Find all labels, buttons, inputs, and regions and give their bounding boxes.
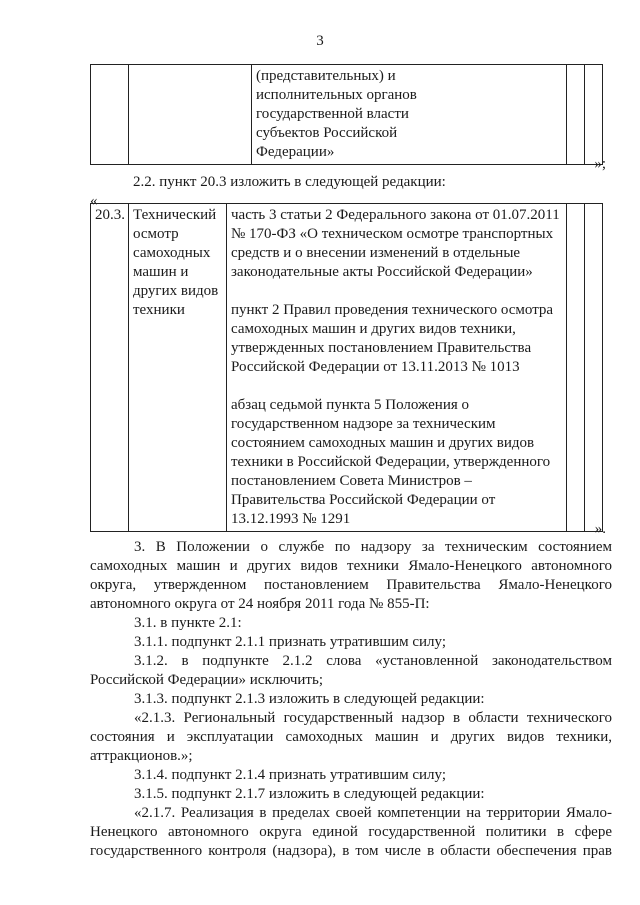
table-row [91, 204, 603, 532]
table-cell-empty [567, 204, 585, 532]
table-cell-reference [252, 65, 567, 165]
closing-quote: »; [594, 156, 606, 172]
continued-table [90, 64, 603, 165]
paragraph: 3.1.1. подпункт 2.1.1 признать утратившим силу; [134, 634, 446, 650]
paragraph: «2.1.3. Региональный государственный надзор в области технического состояния и эксплуатации самоходных машин и других видов техники, аттракционов.»; [90, 710, 612, 764]
amended-table [90, 203, 603, 532]
cell-text: (представительных) и исполнительных органов государственной власти субъектов Российской Федерации» [256, 68, 417, 160]
reference-2: пункт 2 Правил проведения технического осмотра самоходных машин и других видов техники, утвержденных постановлением Правительства Российской Федерации от 13.11.2013 № 1013 [231, 302, 554, 375]
paragraph: 3. В Положении о службе по надзору за техническим состоянием самоходных машин и других видов техники Ямало-Ненецкого автономного округа, утвержденном постановлением Правительства Ямало-Ненецкого автономного округа от 24 ноября 2011 года № 855-П: [90, 539, 612, 612]
table-cell-number: 20.3. [91, 204, 129, 532]
paragraph: «2.1.7. Реализация в пределах своей компетенции на территории Ямало-Ненецкого автономного округа единой государственной политики в сфере государственного контроля (надзора), в том числе в области обеспечения прав [90, 805, 612, 859]
table-cell-empty [567, 65, 585, 165]
reference-1: часть 3 статьи 2 Федерального закона от 01.07.2011 № 170-ФЗ «О техническом осмотре транспортных средств и о внесении изменений в отдельные законодательные акты Российской Федерации» [231, 207, 560, 280]
table-row [91, 65, 603, 165]
amendment-heading: 2.2. пункт 20.3 изложить в следующей редакции: [133, 174, 446, 190]
page-number: 3 [316, 33, 324, 49]
table-cell-number [91, 65, 129, 165]
table-cell-subject: Технический осмотр самоходных машин и других видов техники [129, 204, 227, 532]
paragraph: 3.1.3. подпункт 2.1.3 изложить в следующей редакции: [134, 691, 485, 707]
paragraph: 3.1. в пункте 2.1: [134, 615, 242, 631]
table-cell-subject [129, 65, 252, 165]
closing-quote: ». [594, 521, 606, 537]
table-cell-empty [585, 204, 603, 532]
paragraph: 3.1.4. подпункт 2.1.4 признать утратившим силу; [134, 767, 446, 783]
table-cell-references [227, 204, 567, 532]
paragraph: 3.1.5. подпункт 2.1.7 изложить в следующей редакции: [134, 786, 485, 802]
reference-3: абзац седьмой пункта 5 Положения о государственном надзоре за техническим состоянием самоходных машин и других видов техники в Российской Федерации, утвержденного постановлением Совета Министров – Правительства Российской Федерации от 13.12.1993 № 1291 [231, 397, 551, 527]
paragraph: 3.1.2. в подпункте 2.1.2 слова «установленной законодательством Российской Федерации» исключить; [90, 653, 612, 688]
document-body [90, 538, 612, 861]
table-cell-empty [585, 65, 603, 165]
opening-quote: « [90, 193, 98, 209]
